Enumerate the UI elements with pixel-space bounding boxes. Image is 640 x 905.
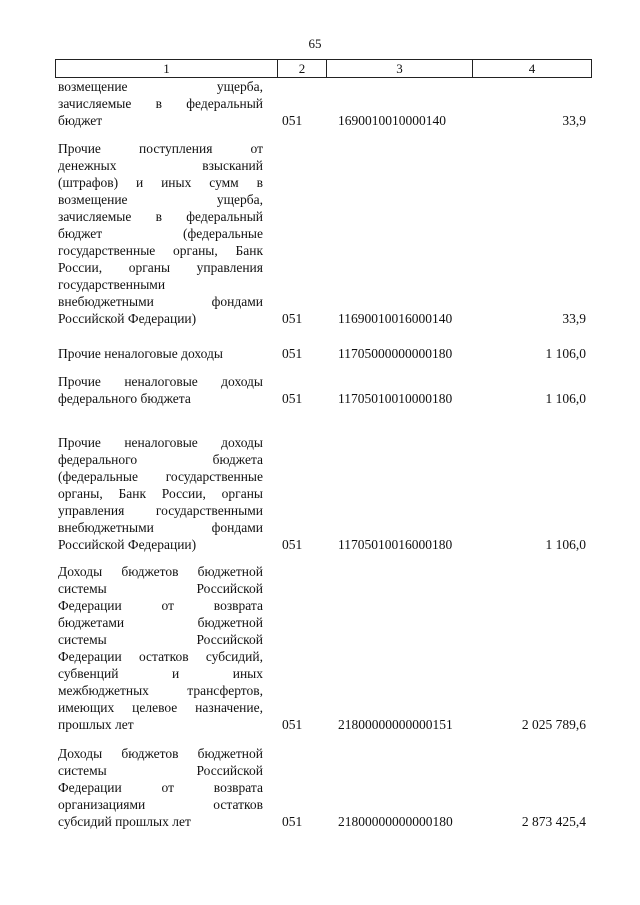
description-line: государственные органы, Банк [58, 243, 263, 258]
row-amount: 1 106,0 [545, 346, 586, 361]
row-admin-code: 051 [282, 311, 303, 326]
description-line: федерального бюджета [58, 391, 191, 406]
row-budget-code: 21800000000000151 [338, 717, 453, 732]
row-admin-code: 051 [282, 717, 303, 732]
description-line: зачисляемые в федеральный [58, 96, 263, 111]
description-line: денежных взысканий [58, 158, 263, 173]
description-line: государственными [58, 277, 166, 292]
row-admin-code: 051 [282, 346, 303, 361]
row-admin-code: 051 [282, 391, 303, 406]
row-budget-code: 11705010010000180 [338, 391, 453, 406]
table-header [55, 59, 592, 78]
description-line: Федерации от возврата [58, 598, 263, 613]
description-line: Федерации от возврата [58, 780, 263, 795]
row-description [58, 140, 263, 327]
row-description [58, 745, 263, 830]
description-line: Российской Федерации) [58, 537, 197, 552]
table-row [55, 563, 592, 733]
description-line: органы, Банк России, органы [58, 486, 263, 501]
row-amount: 1 106,0 [545, 391, 586, 406]
description-line: системы Российской [58, 581, 263, 596]
description-line: внебюджетными фондами [58, 520, 263, 535]
description-line: Прочие неналоговые доходы [58, 374, 263, 389]
row-description [58, 373, 263, 407]
row-amount: 2 025 789,6 [521, 717, 586, 732]
table-row [55, 78, 592, 129]
description-line: зачисляемые в федеральный [58, 209, 263, 224]
row-amount: 2 873 425,4 [521, 814, 586, 829]
header-col-4: 4 [472, 60, 592, 77]
description-line: возмещение ущерба, [58, 192, 263, 207]
description-line: (штрафов) и иных сумм в [58, 175, 263, 190]
header-col-1: 1 [55, 60, 277, 77]
description-line: России, органы управления [58, 260, 263, 275]
description-line: организациями остатков [58, 797, 263, 812]
row-description [58, 78, 263, 129]
description-line: Доходы бюджетов бюджетной [58, 746, 263, 761]
row-admin-code: 051 [282, 814, 303, 829]
description-line: управления государственными [58, 503, 263, 518]
row-budget-code: 11690010016000140 [338, 311, 453, 326]
description-line: возмещение ущерба, [58, 79, 263, 94]
row-description [58, 563, 263, 733]
description-line: субвенций и иных [58, 666, 263, 681]
table-row [55, 140, 592, 327]
description-line: системы Российской [58, 763, 263, 778]
description-line: (федеральные государственные [58, 469, 263, 484]
table-row [55, 745, 592, 830]
description-line: прошлых лет [58, 717, 134, 732]
description-line: Российской Федерации) [58, 311, 197, 326]
row-budget-code: 11705000000000180 [338, 346, 453, 361]
row-budget-code: 21800000000000180 [338, 814, 453, 829]
description-line: Прочие поступления от [58, 141, 263, 156]
header-col-3: 3 [326, 60, 472, 77]
row-amount: 33,9 [562, 311, 586, 326]
row-admin-code: 051 [282, 113, 303, 128]
description-line: внебюджетными фондами [58, 294, 263, 309]
description-line: Доходы бюджетов бюджетной [58, 564, 263, 579]
description-line: межбюджетных трансфертов, [58, 683, 263, 698]
description-line: бюджетами бюджетной [58, 615, 263, 630]
row-amount: 33,9 [562, 113, 586, 128]
table-row [55, 345, 592, 362]
description-line: Прочие неналоговые доходы [58, 346, 223, 361]
page-number: 65 [308, 36, 322, 51]
row-description [58, 434, 263, 553]
description-line: Федерации остатков субсидий, [58, 649, 263, 664]
row-budget-code: 11705010016000180 [338, 537, 453, 552]
table-row [55, 434, 592, 553]
description-line: бюджет [58, 113, 103, 128]
row-budget-code: 1690010010000140 [338, 113, 446, 128]
description-line: федерального бюджета [58, 452, 263, 467]
description-line: бюджет (федеральные [58, 226, 263, 241]
description-line: Прочие неналоговые доходы [58, 435, 263, 450]
row-description [58, 345, 263, 362]
header-col-2: 2 [277, 60, 326, 77]
description-line: имеющих целевое назначение, [58, 700, 263, 715]
description-line: субсидий прошлых лет [58, 814, 191, 829]
description-line: системы Российской [58, 632, 263, 647]
row-amount: 1 106,0 [545, 537, 586, 552]
table-row [55, 373, 592, 407]
row-admin-code: 051 [282, 537, 303, 552]
